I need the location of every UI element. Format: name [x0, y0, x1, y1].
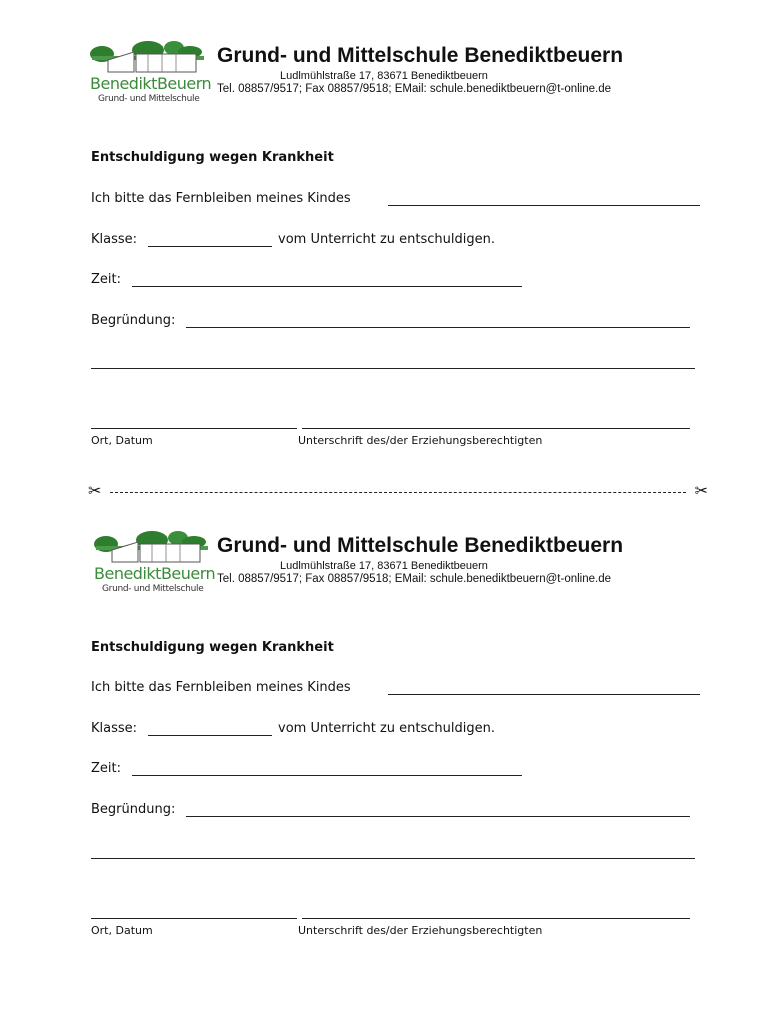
logo-name: BenediktBeuern: [94, 564, 216, 583]
school-title: Grund- und Mittelschule Benediktbeuern: [217, 534, 624, 557]
child-name-field[interactable]: [388, 205, 700, 206]
school-contact: Tel. 08857/9517; Fax 08857/9518; EMail: schule.benediktbeuern@t-online.de: [217, 83, 611, 95]
class-field[interactable]: [148, 735, 272, 736]
scissors-icon: ✂: [694, 483, 708, 500]
time-field[interactable]: [132, 775, 522, 776]
time-label: Zeit:: [91, 272, 121, 287]
reason-label: Begründung:: [91, 313, 176, 328]
reason-field[interactable]: [186, 327, 690, 328]
child-name-field[interactable]: [388, 694, 700, 695]
school-title: Grund- und Mittelschule Benediktbeuern: [217, 44, 624, 67]
logo-subtitle: Grund- und Mittelschule: [98, 94, 200, 104]
excuse-form-1: [0, 0, 770, 460]
child-label: Ich bitte das Fernbleiben meines Kindes: [91, 680, 351, 695]
time-field[interactable]: [132, 286, 522, 287]
form-heading: Entschuldigung wegen Krankheit: [91, 640, 334, 655]
reason-label: Begründung:: [91, 802, 176, 817]
logo-subtitle: Grund- und Mittelschule: [102, 584, 204, 594]
school-logo: [88, 40, 212, 106]
class-field[interactable]: [148, 246, 272, 247]
school-contact: Tel. 08857/9517; Fax 08857/9518; EMail: schule.benediktbeuern@t-online.de: [217, 573, 611, 585]
time-label: Zeit:: [91, 761, 121, 776]
reason-extra-field[interactable]: [91, 368, 695, 369]
excuse-form-2: [0, 490, 770, 950]
school-address: Ludlmühlstraße 17, 83671 Benediktbeuern: [280, 70, 488, 82]
school-logo: [92, 530, 216, 596]
class-label: Klasse:: [91, 721, 138, 736]
signature-caption: Unterschrift des/der Erziehungsberechtigten: [298, 924, 543, 937]
reason-field[interactable]: [186, 816, 690, 817]
tree-building-graphic: [88, 40, 206, 76]
place-date-field[interactable]: [91, 428, 297, 429]
reason-extra-field[interactable]: [91, 858, 695, 859]
tree-building-graphic: [92, 530, 210, 566]
class-label: Klasse:: [91, 232, 138, 247]
scissors-icon: ✂: [88, 483, 102, 500]
class-suffix: vom Unterricht zu entschuldigen.: [278, 232, 496, 247]
place-date-caption: Ort, Datum: [91, 434, 153, 447]
signature-field[interactable]: [302, 428, 690, 429]
place-date-field[interactable]: [91, 918, 297, 919]
child-label: Ich bitte das Fernbleiben meines Kindes: [91, 191, 351, 206]
signature-caption: Unterschrift des/der Erziehungsberechtigten: [298, 434, 543, 447]
school-address: Ludlmühlstraße 17, 83671 Benediktbeuern: [280, 560, 488, 572]
place-date-caption: Ort, Datum: [91, 924, 153, 937]
signature-field[interactable]: [302, 918, 690, 919]
logo-name: BenediktBeuern: [90, 74, 212, 93]
class-suffix: vom Unterricht zu entschuldigen.: [278, 721, 496, 736]
form-heading: Entschuldigung wegen Krankheit: [91, 150, 334, 165]
